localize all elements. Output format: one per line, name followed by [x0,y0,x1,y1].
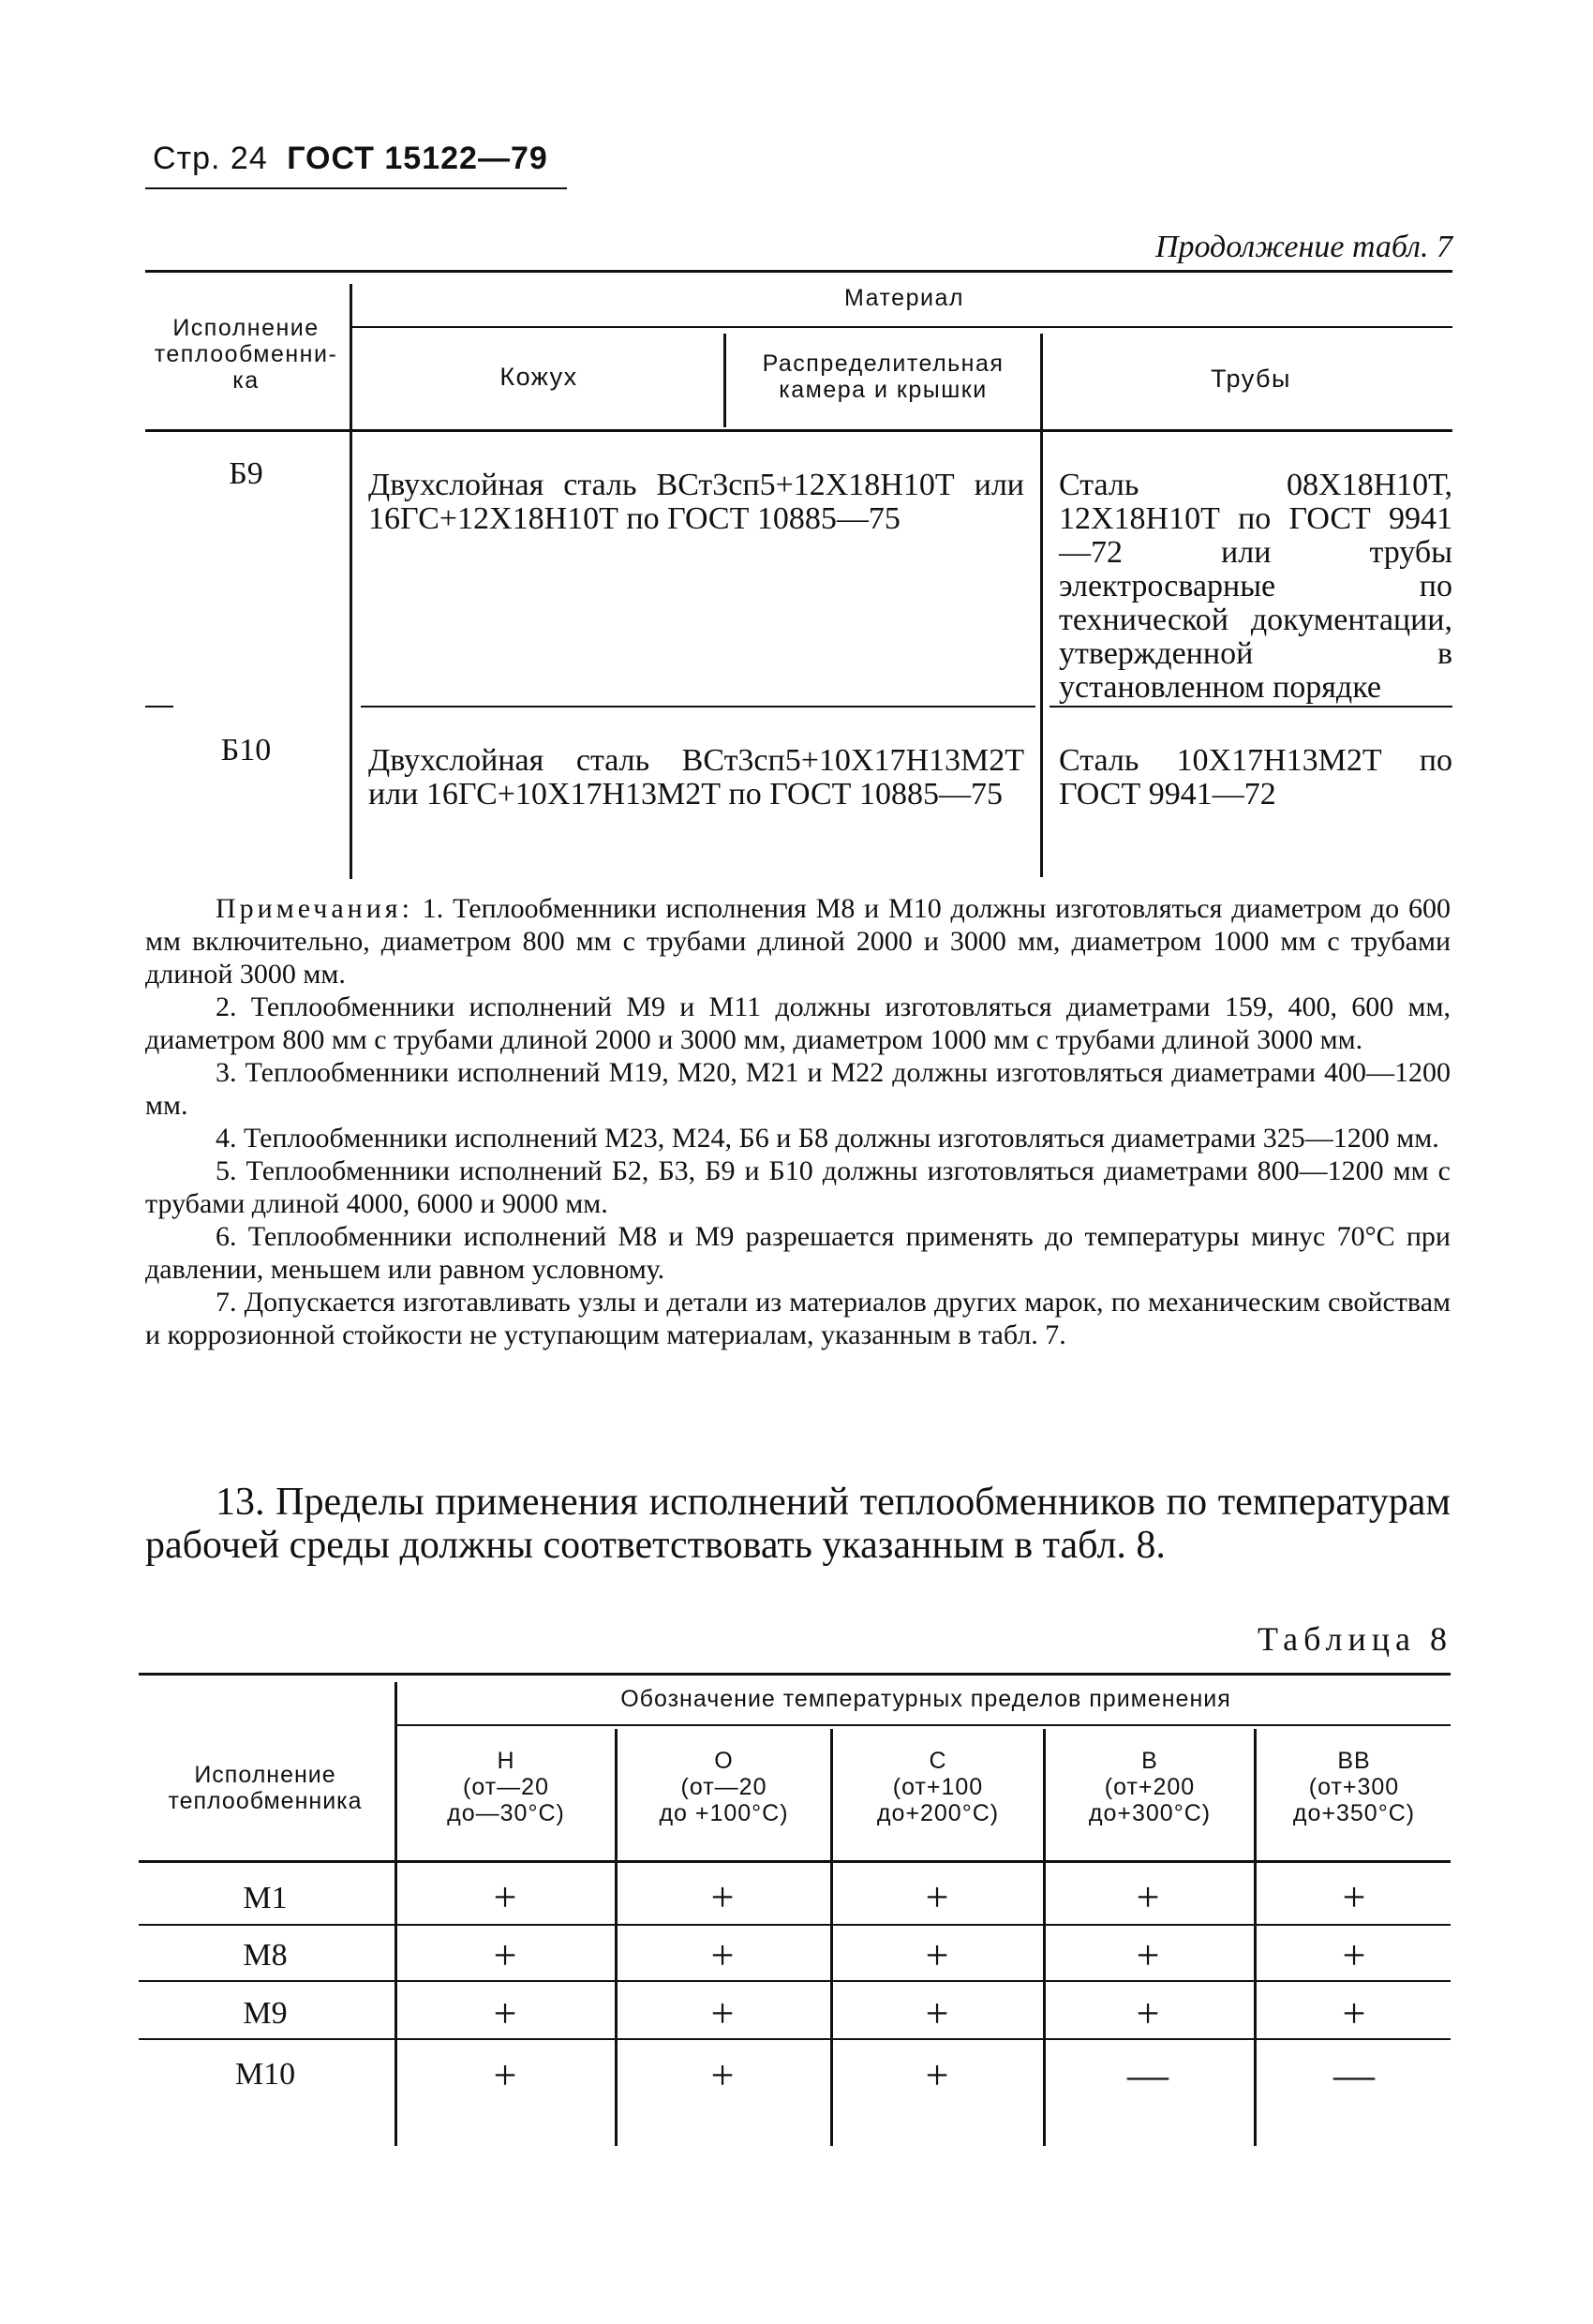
note-5: 5. Теплообменники исполнений Б2, Б3, Б9 и Б10 должны изготовляться диаметрами 800—1200 мм с трубами длиной 4000, 6000 и 9000 мм. [145,1155,1451,1219]
mark: + [493,1990,517,2036]
table-rule [723,334,726,427]
header-execution: Исполнение теплообменни-ка [154,315,338,394]
header-col-o: О (от—20 до +100°С) [659,1748,789,1826]
table-rule [145,706,173,708]
header-col-vv: ВВ (от+300 до+350°С) [1292,1748,1416,1826]
header-tubes: Трубы [1211,365,1291,393]
row-m1-execution: М1 [243,1881,288,1915]
mark: + [925,1874,949,1920]
header-temp-group: Обозначение температурных пределов применения [620,1686,1231,1712]
mark: + [710,2052,735,2098]
mark: + [925,2052,949,2098]
row-b10-tubes: Сталь 10Х17Н13М2Т по ГОСТ 9941—72 [1059,743,1452,812]
row-b10-shell: Двухслойная сталь ВСт3сп5+10Х17Н13М2Т или 16ГС+10Х17Н13М2Т по ГОСТ 10885—75 [368,743,1024,812]
header-rule [145,187,567,189]
table8 [139,1673,1451,2151]
header-execution: Исполнение теплообменника [168,1762,363,1814]
row-b9-execution: Б9 [229,456,263,491]
header-chamber: Распределительная камера и крышки [762,350,1005,403]
row-m10-execution: М10 [234,2057,296,2092]
table-rule [615,1729,618,2146]
table-rule [395,1682,397,2146]
page-number: Стр. 24 [153,141,268,176]
note-2: 2. Теплообменники исполнений М9 и М11 должны изготовляться диаметрами 159, 400, 600 мм, диаметром 800 мм с трубами длиной 2000 и 3000 мм, диаметром 1000 мм с трубами длиной 3000 мм. [145,991,1451,1055]
mark: + [710,1990,735,2036]
table-rule [350,284,352,879]
header-col-s: С (от+100 до+200°С) [876,1748,1000,1826]
table-rule [1050,706,1452,708]
row-b10-execution: Б10 [220,733,272,767]
row-b9-tubes: Сталь 08Х18Н10Т, 12Х18Н10Т по ГОСТ 9941—72 или трубы электросварные по технической документации, утвержденной в установленном порядке [1059,468,1452,705]
mark: + [493,2052,517,2098]
notes-label: Примечания: [216,893,413,924]
table-rule [1254,1729,1257,2146]
mark: + [1136,1874,1160,1920]
table7 [145,270,1452,879]
mark: + [493,1932,517,1978]
header-material: Материал [844,285,964,311]
header-col-h: Н (от—20 до—30°С) [447,1748,565,1826]
mark: + [1136,1990,1160,2036]
mark: + [925,1932,949,1978]
table-rule [139,1673,1451,1676]
table-rule [830,1729,833,2146]
table7-continuation-caption: Продолжение табл. 7 [1154,230,1452,264]
page-header [153,141,548,177]
mark: — [1333,2052,1375,2098]
mark: + [493,1874,517,1920]
note-7: 7. Допускается изготавливать узлы и детали из материалов других марок, по механическим свойствам и коррозионной стойкости не уступающим материалам, указанным в табл. 7. [145,1287,1451,1350]
mark: + [710,1874,735,1920]
note-3: 3. Теплообменники исполнений М19, М20, М21 и М22 должны изготовляться диаметрами 400—1200 мм. [145,1057,1451,1121]
table-rule [145,270,1452,273]
table8-title: Таблица 8 [1258,1620,1452,1658]
row-m8-execution: М8 [243,1938,288,1973]
table-rule [361,706,1035,708]
mark: + [710,1932,735,1978]
standard-code: ГОСТ 15122—79 [287,141,548,176]
table-rule [396,1724,1451,1726]
row-b9-shell: Двухслойная сталь ВСт3сп5+12Х18Н10Т или 16ГС+12Х18Н10Т по ГОСТ 10885—75 [368,468,1024,536]
mark: + [925,1990,949,2036]
mark: + [1342,1990,1366,2036]
note-4: 4. Теплообменники исполнений М23, М24, Б6 и Б8 должны изготовляться диаметрами 325—1200 мм. [216,1123,1439,1154]
mark: — [1127,2052,1169,2098]
header-col-v: В (от+200 до+300°С) [1088,1748,1212,1826]
table-rule [1040,334,1043,877]
table-rule [1043,1729,1046,2146]
paragraph-13: 13. Пределы применения исполнений теплообменников по температурам рабочей среды должны соответствовать указанным в табл. 8. [145,1481,1451,1567]
table-rule [351,326,1452,328]
table-rule [145,429,1452,432]
mark: + [1342,1932,1366,1978]
header-shell: Кожух [499,363,578,391]
notes [145,892,1451,1351]
mark: + [1342,1874,1366,1920]
mark: + [1136,1932,1160,1978]
note-1: Примечания: 1. Теплообменники исполнения М8 и М10 должны изготовляться диаметром до 600 мм включительно, диаметром 800 мм с трубами длиной 2000 и 3000 мм, диаметром 1000 мм с трубами длиной 3000 мм. [145,893,1451,990]
row-m9-execution: М9 [243,1996,288,2031]
note-6: 6. Теплообменники исполнений М8 и М9 разрешается применять до температуры минус 70°С при давлении, меньшем или равном условному. [145,1221,1451,1285]
